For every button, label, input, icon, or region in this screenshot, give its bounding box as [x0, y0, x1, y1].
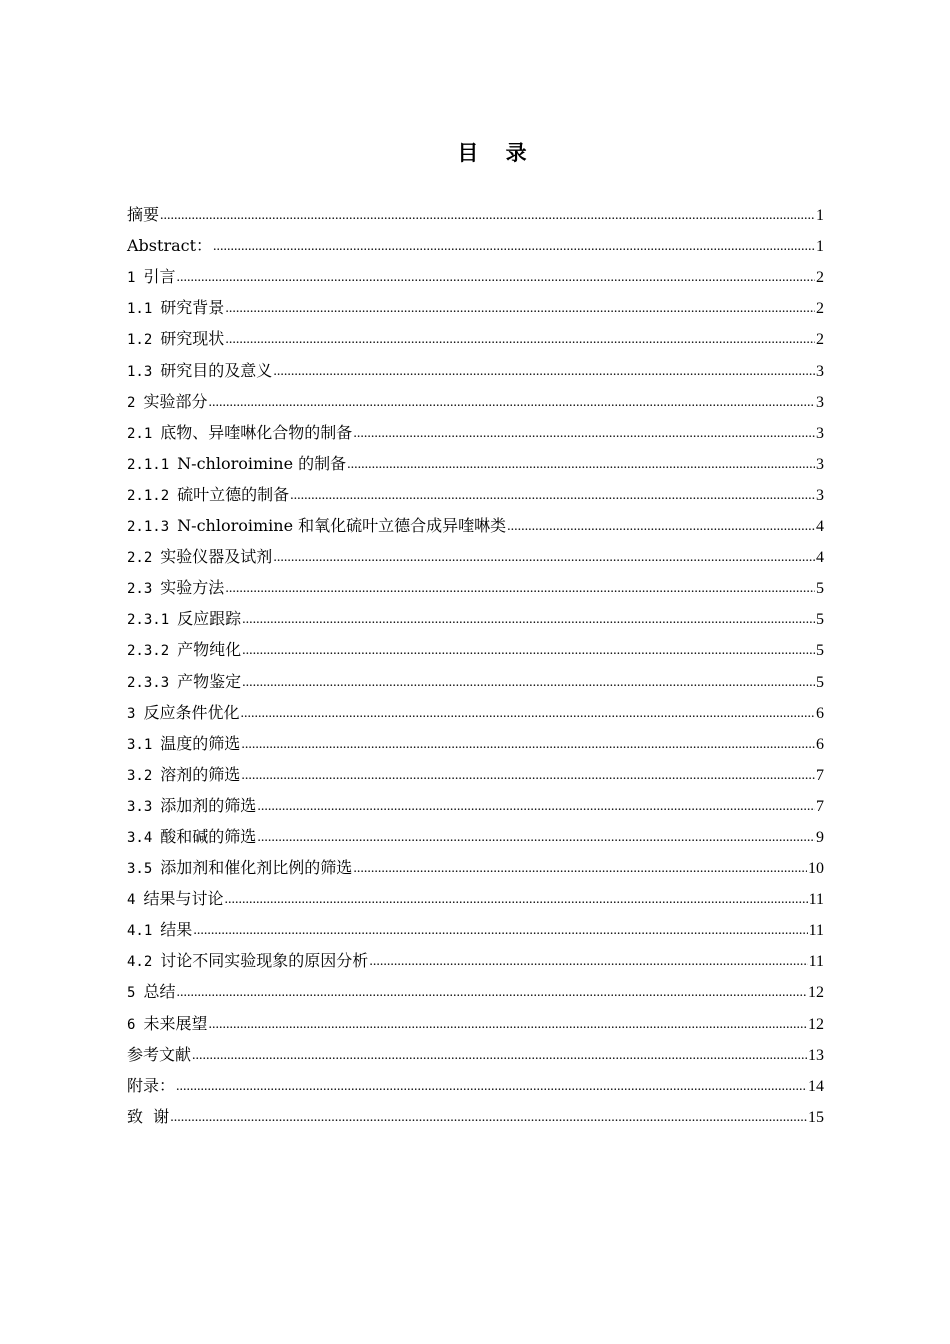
- toc-entry-text: [127, 1045, 191, 1066]
- toc-leader-dots: [176, 268, 815, 288]
- toc-entry-number: 3.3: [127, 798, 153, 815]
- toc-entry-text: [127, 703, 239, 724]
- toc-entry-label: 溶剂的筛选: [160, 764, 241, 784]
- toc-entry[interactable]: [127, 537, 824, 568]
- toc-entry-label: 未来展望: [143, 1013, 208, 1033]
- toc-entry-label: 结果与讨论: [143, 889, 224, 909]
- toc-leader-dots: [193, 921, 807, 941]
- toc-entry[interactable]: [127, 1066, 824, 1097]
- toc-entry-text: [127, 267, 175, 288]
- toc-entry-text: [127, 640, 241, 661]
- toc-entry-text: [127, 1014, 207, 1035]
- toc-entry-page-number: 5: [816, 580, 824, 598]
- toc-entry[interactable]: [127, 910, 824, 941]
- toc-entry-number: 4.1: [127, 923, 153, 940]
- toc-entry-text: [127, 236, 212, 257]
- toc-entry[interactable]: [127, 568, 824, 599]
- toc-leader-dots: [241, 735, 815, 755]
- toc-entry-number: 6: [127, 1016, 136, 1033]
- toc-entry[interactable]: [127, 444, 824, 475]
- toc-entry-page-number: 1: [816, 238, 824, 256]
- toc-entry-label: 产物鉴定: [177, 671, 242, 691]
- toc-entry-label: 研究目的及意义: [160, 360, 273, 380]
- toc-entry-page-number: 7: [816, 766, 824, 784]
- toc-entry-label: 结果: [160, 920, 193, 940]
- toc-entry-page-number: 15: [808, 1108, 824, 1126]
- toc-entry-page-number: 4: [816, 518, 824, 536]
- toc-entry-number: 3: [127, 705, 136, 722]
- toc-entry-label: 硫叶立德的制备: [177, 484, 290, 504]
- toc-entry-number: 2.3.3: [127, 674, 170, 691]
- toc-entry-number: 3.2: [127, 767, 153, 784]
- toc-entry-label: 底物、异喹啉化合物的制备: [160, 422, 353, 442]
- toc-entry-page-number: 3: [816, 362, 824, 380]
- toc-entry-label: 总结: [143, 982, 176, 1002]
- toc-entry-text: [127, 951, 368, 972]
- toc-entry-number: 5: [127, 985, 136, 1002]
- toc-leader-dots: [225, 299, 815, 319]
- toc-entry-text: [127, 796, 256, 817]
- toc-entry-label: 产物纯化: [177, 640, 242, 660]
- toc-entry-text: [127, 827, 256, 848]
- toc-entry-text: [127, 858, 352, 879]
- toc-leader-dots: [208, 1015, 807, 1035]
- toc-entry[interactable]: [127, 226, 824, 257]
- toc-entry-text: [127, 423, 352, 444]
- toc-leader-dots: [242, 610, 815, 630]
- toc-leader-dots: [240, 704, 815, 724]
- toc-entry-page-number: 2: [816, 269, 824, 287]
- toc-entry-page-number: 3: [816, 455, 824, 473]
- toc-entry-number: 4: [127, 892, 136, 909]
- toc-entry-number: 2.1: [127, 425, 153, 442]
- toc-entry-page-number: 14: [808, 1077, 824, 1095]
- toc-entry-label: 添加剂的筛选: [160, 795, 257, 815]
- toc-entry[interactable]: [127, 506, 824, 537]
- toc-entry-label: 引言: [143, 267, 176, 287]
- toc-entry-number: 1: [127, 270, 136, 287]
- toc-entry-text: [127, 765, 240, 786]
- toc-entry-label: 酸和碱的筛选: [160, 826, 257, 846]
- toc-entry-label: 温度的筛选: [160, 733, 241, 753]
- toc-entry-text: [127, 547, 272, 568]
- toc-leader-dots: [176, 1077, 807, 1097]
- toc-entry-page-number: 12: [808, 1015, 824, 1033]
- toc-entry-page-number: 12: [808, 984, 824, 1002]
- toc-entry-number: 3.4: [127, 829, 153, 846]
- toc-entry-number: 3.5: [127, 861, 153, 878]
- toc-entry-text: [127, 361, 272, 382]
- toc-entry[interactable]: [127, 319, 824, 350]
- toc-entry-page-number: 5: [816, 642, 824, 660]
- toc-leader-dots: [213, 237, 815, 257]
- toc-leader-dots: [257, 828, 815, 848]
- toc-entry-label: 致 谢: [127, 1106, 170, 1126]
- toc-entry-label: N-chloroimine 和氧化硫叶立德合成异喹啉类: [177, 516, 507, 536]
- toc-entry-text: [127, 982, 175, 1003]
- toc-leader-dots: [208, 393, 815, 413]
- toc-entry-page-number: 5: [816, 673, 824, 691]
- toc-entry[interactable]: [127, 1003, 824, 1034]
- toc-entry[interactable]: [127, 848, 824, 879]
- toc-entry[interactable]: [127, 941, 824, 972]
- toc-entry-number: 2: [127, 394, 136, 411]
- toc-leader-dots: [160, 206, 815, 226]
- toc-entry[interactable]: [127, 786, 824, 817]
- toc-leader-dots: [176, 983, 807, 1003]
- toc-entry-page-number: 10: [808, 860, 824, 878]
- toc-entry-label: 附录：: [127, 1075, 176, 1095]
- toc-leader-dots: [353, 424, 815, 444]
- toc-leader-dots: [241, 766, 815, 786]
- toc-entry-label: 实验仪器及试剂: [160, 547, 273, 567]
- toc-entry-text: [127, 578, 224, 599]
- toc-entry-page-number: 11: [808, 953, 824, 971]
- toc-entry-label: 讨论不同实验现象的原因分析: [160, 951, 369, 971]
- toc-leader-dots: [242, 673, 815, 693]
- toc-entry[interactable]: [127, 288, 824, 319]
- toc-leader-dots: [347, 455, 815, 475]
- toc-entry-page-number: 11: [808, 891, 824, 909]
- toc-entry-label: 参考文献: [127, 1044, 192, 1064]
- toc-entry-text: [127, 1076, 175, 1097]
- toc-entry-text: [127, 298, 224, 319]
- toc-entry-text: [127, 485, 289, 506]
- toc-entry-number: 2.3.1: [127, 612, 170, 629]
- toc-entry[interactable]: [127, 382, 824, 413]
- toc-entry-label: 添加剂和催化剂比例的筛选: [160, 858, 353, 878]
- toc-entry-text: [127, 889, 223, 910]
- toc-entry[interactable]: [127, 724, 824, 755]
- toc-entry[interactable]: [127, 630, 824, 661]
- toc-entry-page-number: 3: [816, 393, 824, 411]
- toc-leader-dots: [257, 797, 815, 817]
- toc-entry-page-number: 2: [816, 300, 824, 318]
- toc-leader-dots: [369, 952, 807, 972]
- toc-entry-number: 1.1: [127, 301, 153, 318]
- toc-leader-dots: [273, 548, 815, 568]
- toc-entry-page-number: 4: [816, 549, 824, 567]
- toc-leader-dots: [170, 1108, 807, 1128]
- toc-leader-dots: [224, 890, 807, 910]
- toc-entry-text: [127, 454, 346, 475]
- toc-entry-number: 2.1.1: [127, 456, 170, 473]
- toc-entry-label: 反应条件优化: [143, 702, 240, 722]
- toc-entry[interactable]: [127, 599, 824, 630]
- toc-entry-label: N-chloroimine 的制备: [177, 453, 347, 473]
- toc-entry-page-number: 6: [816, 735, 824, 753]
- toc-entry-page-number: 5: [816, 611, 824, 629]
- toc-entry-label: 研究现状: [160, 329, 225, 349]
- toc-entry-number: 2.2: [127, 550, 153, 567]
- toc-entry-number: 1.2: [127, 332, 153, 349]
- toc-entry-text: [127, 205, 159, 226]
- toc-entry[interactable]: [127, 755, 824, 786]
- toc-entry-page-number: 3: [816, 486, 824, 504]
- toc-entry-text: [127, 609, 241, 630]
- toc-entry-number: 4.2: [127, 954, 153, 971]
- toc-entry-page-number: 1: [816, 207, 824, 225]
- toc-leader-dots: [290, 486, 815, 506]
- toc-entry[interactable]: [127, 350, 824, 381]
- toc-entry-page-number: 3: [816, 424, 824, 442]
- toc-entry-label: Abstract：: [127, 236, 213, 256]
- toc-entry[interactable]: [127, 1097, 824, 1128]
- toc-entry-text: [127, 1107, 169, 1128]
- toc-entry-text: [127, 920, 192, 941]
- toc-entry-text: [127, 672, 241, 693]
- toc-title: 目 录: [457, 141, 537, 165]
- toc-entry[interactable]: [127, 972, 824, 1003]
- toc-entry-page-number: 9: [816, 828, 824, 846]
- toc-entry[interactable]: [127, 195, 824, 226]
- toc-entry-text: [127, 392, 207, 413]
- toc-entry-page-number: 11: [808, 922, 824, 940]
- toc-entry-number: 3.1: [127, 736, 153, 753]
- toc-entry-number: 2.1.2: [127, 487, 170, 504]
- toc-entry-label: 实验部分: [143, 391, 208, 411]
- toc-leader-dots: [507, 517, 815, 537]
- toc-leader-dots: [225, 579, 815, 599]
- toc-leader-dots: [353, 859, 807, 879]
- toc-entry-label: 研究背景: [160, 298, 225, 318]
- toc-leader-dots: [192, 1046, 807, 1066]
- toc-entry[interactable]: [127, 817, 824, 848]
- toc-entry-page-number: 13: [808, 1046, 824, 1064]
- toc-entry[interactable]: [127, 879, 824, 910]
- toc-entry[interactable]: [127, 1035, 824, 1066]
- toc-entry-number: 2.3.2: [127, 643, 170, 660]
- toc-entry-number: 1.3: [127, 363, 153, 380]
- toc-leader-dots: [225, 330, 815, 350]
- toc-entry-page-number: 2: [816, 331, 824, 349]
- toc-entry-text: [127, 516, 506, 537]
- toc-entry[interactable]: [127, 413, 824, 444]
- toc-entry-label: 反应跟踪: [177, 609, 242, 629]
- toc-entry[interactable]: [127, 475, 824, 506]
- toc-entry-label: 摘要: [127, 205, 160, 225]
- toc-leader-dots: [273, 362, 815, 382]
- toc-entry-page-number: 7: [816, 797, 824, 815]
- toc-entry-number: 2.1.3: [127, 519, 170, 536]
- toc-entry[interactable]: [127, 257, 824, 288]
- toc-entry-text: [127, 734, 240, 755]
- toc-entry-text: [127, 329, 224, 350]
- toc-list: [127, 195, 824, 1128]
- toc-leader-dots: [242, 641, 815, 661]
- toc-entry[interactable]: [127, 693, 824, 724]
- toc-entry-page-number: 6: [816, 704, 824, 722]
- toc-entry-label: 实验方法: [160, 578, 225, 598]
- toc-entry[interactable]: [127, 661, 824, 692]
- toc-entry-number: 2.3: [127, 581, 153, 598]
